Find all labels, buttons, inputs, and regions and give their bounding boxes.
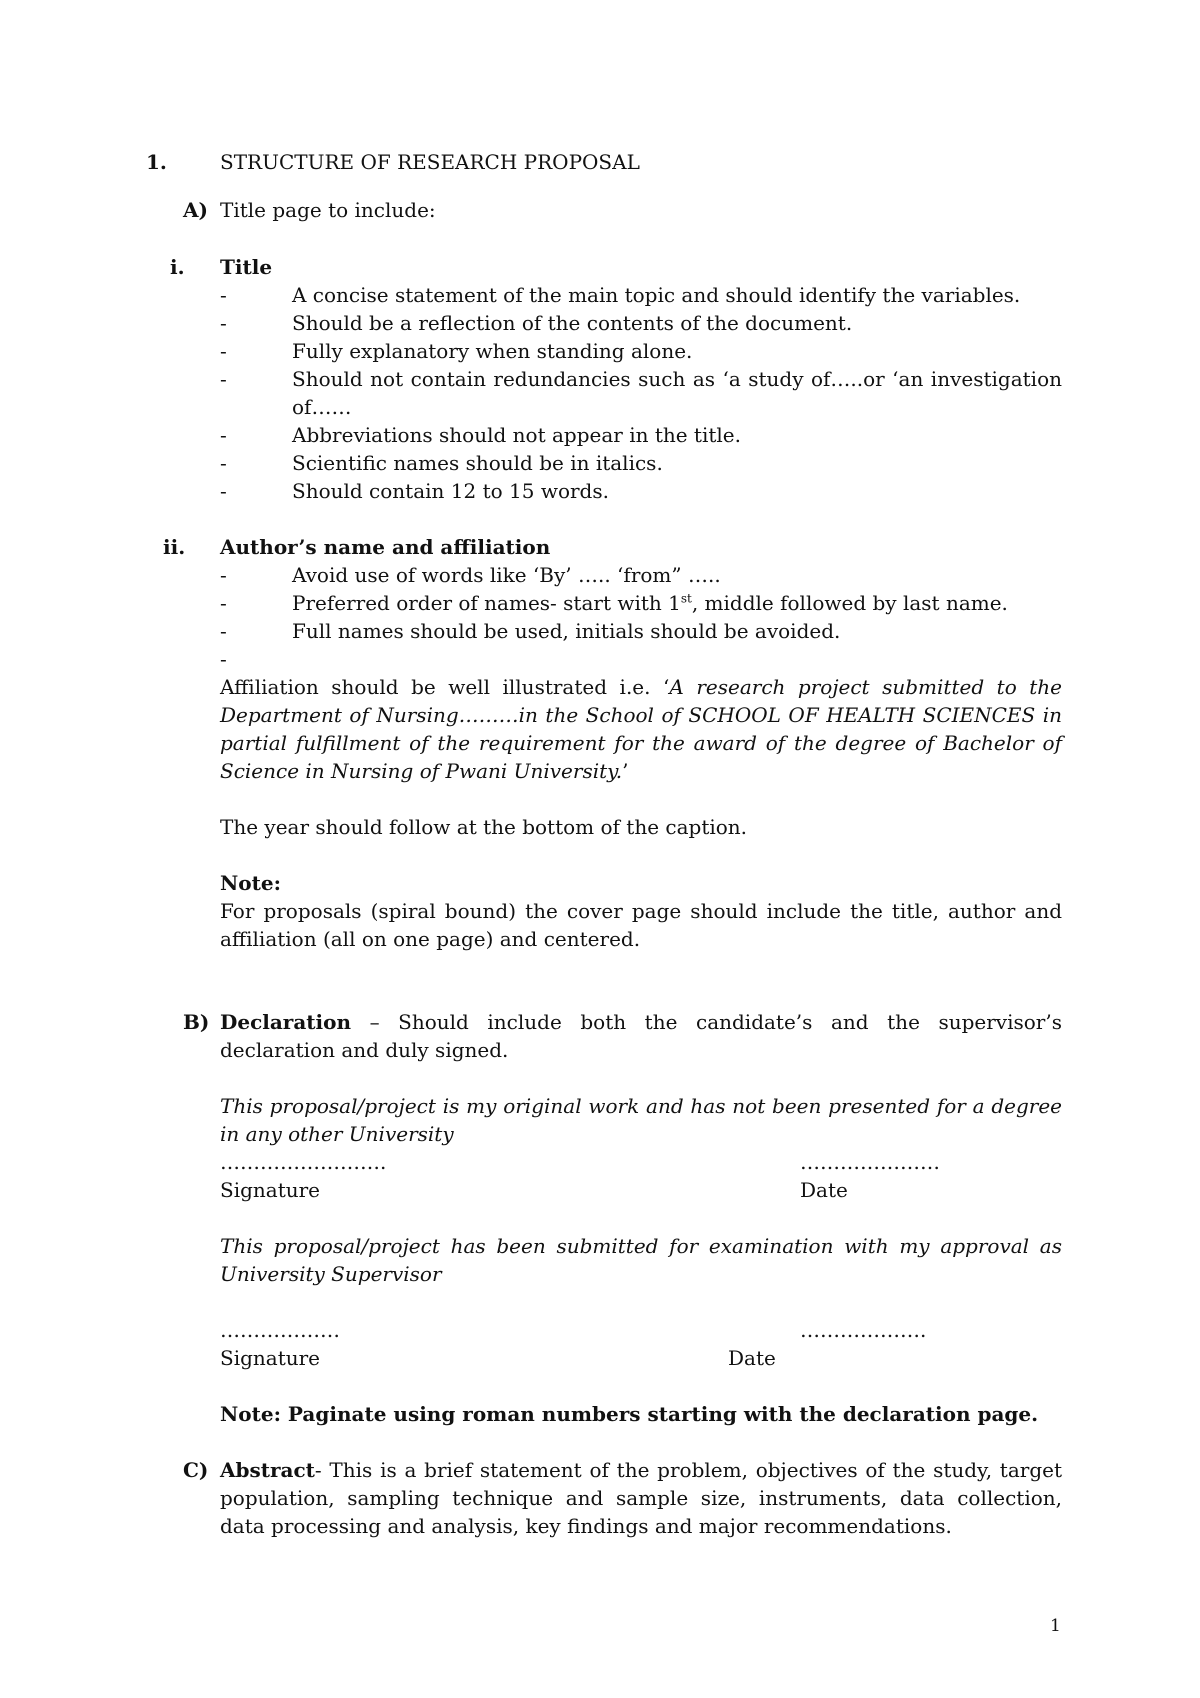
signature-label: Signature [220, 1178, 321, 1202]
heading-number: 1. [146, 150, 167, 174]
candidate-statement: This proposal/project is my original work and has not been presented for a degree in any other University [220, 1094, 1062, 1146]
abstract-text: - This is a brief statement of the problem, objectives of the study, target population, sampling technique and sample size, instruments, data collection, data processing and analysis, key findings and major recommendations. [220, 1458, 1062, 1538]
bullet-dash: - [220, 479, 227, 503]
signature-dots: ……………………. [220, 1150, 387, 1174]
pagination-note: Note: Paginate using roman numbers starting with the declaration page. [220, 1402, 1039, 1426]
title-bullet: A concise statement of the main topic and should identify the variables. [292, 283, 1021, 307]
title-bullet: Scientific names should be in italics. [292, 451, 663, 475]
title-bullet: Abbreviations should not appear in the title. [292, 423, 741, 447]
heading-title: STRUCTURE OF RESEARCH PROPOSAL [220, 150, 640, 174]
abstract-paragraph [220, 1456, 1062, 1540]
declaration-paragraph [220, 1008, 1062, 1064]
declaration-text: – Should include both the candidate’s and the supervisor’s declaration and duly signed. [220, 1010, 1062, 1062]
section-c-label: C) [183, 1458, 209, 1482]
author-bullet-pre: Preferred order of names- start with 1 [292, 591, 681, 615]
signature-dots: ……………… [220, 1318, 340, 1342]
title-bullet: Should contain 12 to 15 words. [292, 479, 609, 503]
date-label: Date [800, 1178, 848, 1202]
affiliation-paragraph [220, 673, 1062, 785]
abstract-heading: Abstract [220, 1458, 315, 1482]
date-label: Date [728, 1346, 776, 1370]
declaration-heading: Declaration [220, 1010, 352, 1034]
title-bullet: Should not contain redundancies such as ‘a study of…..or ‘an investigation of…… [292, 367, 1062, 419]
affiliation-lead: Affiliation should be well illustrated i.e. ‘ [220, 675, 670, 699]
bullet-dash: - [220, 619, 227, 643]
signature-label: Signature [220, 1346, 321, 1370]
bullet-dash: - [220, 451, 227, 475]
title-bullet: Should be a reflection of the contents of the document. [292, 311, 853, 335]
title-heading: Title [220, 255, 273, 279]
bullet-dash: - [220, 283, 227, 307]
title-numeral: i. [170, 255, 185, 279]
author-numeral: ii. [163, 535, 186, 559]
section-a-label: A) [183, 198, 208, 222]
supervisor-statement: This proposal/project has been submitted for examination with my approval as University Supervisor [220, 1234, 1062, 1286]
note-text: For proposals (spiral bound) the cover page should include the title, author and affiliation (all on one page) and centered. [220, 899, 1062, 951]
bullet-dash: - [220, 367, 227, 391]
note-label: Note: [220, 871, 281, 895]
author-bullet: Avoid use of words like ‘By’ ….. ‘from” ….. [292, 563, 721, 587]
page-number: 1 [1050, 1616, 1061, 1636]
author-bullet-sup: st [680, 591, 692, 606]
bullet-dash: - [220, 311, 227, 335]
bullet-dash: - [220, 647, 227, 671]
date-dots: ………………… [800, 1150, 940, 1174]
title-bullet: Fully explanatory when standing alone. [292, 339, 693, 363]
author-bullet-post: , middle followed by last name. [691, 591, 1008, 615]
affiliation-example: A research project submitted to the Department of Nursing………in the School of SCHOOL OF HEALTH SCIENCES in partial fulfillment of the requirement for the award of the degree of Bachelor of Science in Nursing of Pwani University. [220, 675, 1063, 783]
bullet-dash: - [220, 591, 227, 615]
author-bullet [292, 589, 1008, 617]
bullet-dash: - [220, 339, 227, 363]
bullet-dash: - [220, 563, 227, 587]
bullet-dash: - [220, 423, 227, 447]
affiliation-close: ’ [622, 759, 629, 783]
year-note: The year should follow at the bottom of the caption. [220, 815, 748, 839]
section-b-label: B) [183, 1010, 210, 1034]
author-heading: Author’s name and affiliation [220, 535, 551, 559]
section-a-text: Title page to include: [220, 198, 436, 222]
author-bullet: Full names should be used, initials should be avoided. [292, 619, 841, 643]
date-dots: ………………. [800, 1318, 927, 1342]
